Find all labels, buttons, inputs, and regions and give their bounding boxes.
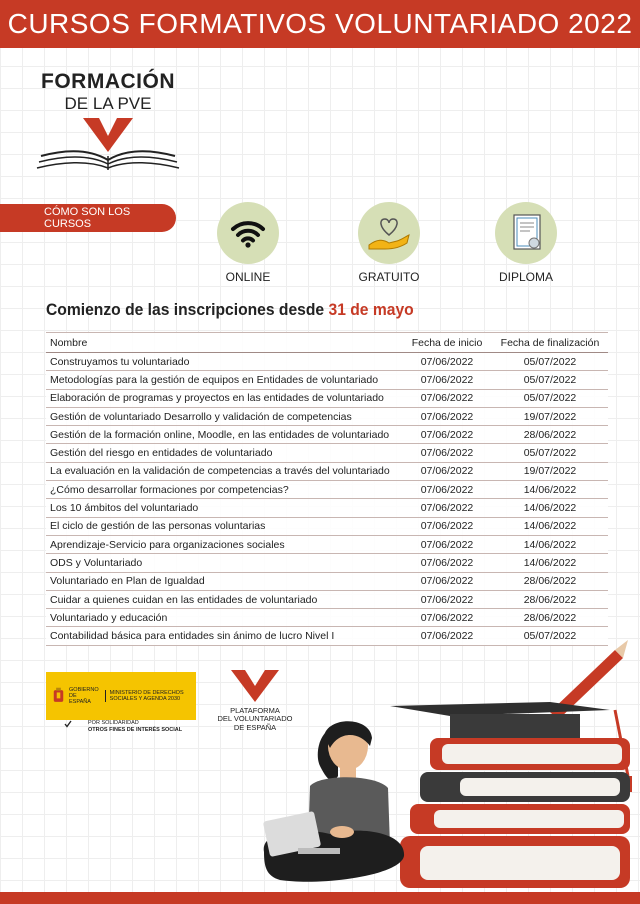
solidarity-line1: POR SOLIDARIDAD: [88, 720, 139, 726]
table-row: [46, 353, 608, 371]
table-row: [46, 499, 608, 517]
start-date: 07/06/2022: [402, 627, 492, 645]
page-title: CURSOS FORMATIVOS VOLUNTARIADO 2022: [7, 8, 633, 39]
table-row: [46, 590, 608, 608]
solidarity-text: [88, 720, 182, 733]
table-row: [46, 535, 608, 553]
header-name: Nombre: [46, 333, 402, 353]
course-name: ODS y Voluntariado: [46, 554, 402, 572]
course-name: Construyamos tu voluntariado: [46, 353, 402, 371]
wifi-icon: [217, 202, 279, 264]
end-date: 05/07/2022: [492, 353, 608, 371]
person-icon: [263, 721, 404, 881]
course-name: Voluntariado en Plan de Igualdad: [46, 572, 402, 590]
table-row: [46, 572, 608, 590]
open-book-icon: [33, 116, 183, 176]
table-row: [46, 462, 608, 480]
start-date: 07/06/2022: [402, 481, 492, 499]
course-name: La evaluación en la validación de competencias a través del voluntariado: [46, 462, 402, 480]
certificate-icon: [495, 202, 557, 264]
course-name: Gestión de voluntariado Desarrollo y validación de competencias: [46, 407, 402, 425]
header-start-date: Fecha de inicio: [402, 333, 492, 353]
table-header-row: [46, 333, 608, 353]
ministry-line: MINISTERIO DE DERECHOS SOCIALES Y AGENDA 2030: [105, 690, 196, 702]
end-date: 05/07/2022: [492, 371, 608, 389]
feature-label: ONLINE: [225, 270, 271, 284]
start-date: 07/06/2022: [402, 590, 492, 608]
start-date: 07/06/2022: [402, 426, 492, 444]
table-row: [46, 609, 608, 627]
start-date: 07/06/2022: [402, 517, 492, 535]
gov-line: GOBIERNO DE ESPAÑA: [69, 686, 99, 706]
government-logo: [46, 672, 196, 720]
end-date: 14/06/2022: [492, 554, 608, 572]
registration-subtitle: [46, 300, 414, 320]
logo-line1: FORMACIÓN: [41, 70, 175, 93]
table-row: [46, 517, 608, 535]
course-name: Gestión del riesgo en entidades de voluntariado: [46, 444, 402, 462]
student-illustration: [220, 636, 640, 892]
start-date: 07/06/2022: [402, 371, 492, 389]
subtitle-text: Comienzo de las inscripciones desde: [46, 300, 325, 319]
end-date: 19/07/2022: [492, 407, 608, 425]
table-row: [46, 481, 608, 499]
subtitle-date: 31 de mayo: [328, 300, 414, 319]
feature-free: [339, 202, 439, 284]
course-name: Los 10 ámbitos del voluntariado: [46, 499, 402, 517]
start-date: 07/06/2022: [402, 609, 492, 627]
end-date: 14/06/2022: [492, 481, 608, 499]
check-icon: [64, 720, 72, 728]
end-date: 14/06/2022: [492, 535, 608, 553]
table-row: [46, 426, 608, 444]
start-date: 07/06/2022: [402, 444, 492, 462]
course-name: Elaboración de programas y proyectos en las entidades de voluntariado: [46, 389, 402, 407]
feature-online: [198, 202, 298, 284]
formacion-pve-logo: [28, 70, 188, 176]
coat-of-arms-icon: [52, 680, 65, 712]
course-name: El ciclo de gestión de las personas voluntarias: [46, 517, 402, 535]
section-pill-label: CÓMO SON LOS CURSOS: [44, 206, 131, 230]
end-date: 05/07/2022: [492, 444, 608, 462]
heart-hand-icon: [358, 202, 420, 264]
pve-line1: PLATAFORMA: [230, 705, 280, 715]
books-stack-icon: [400, 738, 630, 888]
course-name: Aprendizaje-Servicio para organizaciones sociales: [46, 535, 402, 553]
course-name: Metodologías para la gestión de equipos en Entidades de voluntariado: [46, 371, 402, 389]
table-row: [46, 554, 608, 572]
end-date: 28/06/2022: [492, 572, 608, 590]
end-date: 28/06/2022: [492, 609, 608, 627]
start-date: 07/06/2022: [402, 389, 492, 407]
course-name: Contabilidad básica para entidades sin ánimo de lucro Nivel I: [46, 627, 402, 645]
course-name: ¿Cómo desarrollar formaciones por competencias?: [46, 481, 402, 499]
section-pill: [0, 204, 176, 232]
end-date: 05/07/2022: [492, 627, 608, 645]
feature-diploma: [476, 202, 576, 284]
course-name: Gestión de la formación online, Moodle, en las entidades de voluntariado: [46, 426, 402, 444]
end-date: 05/07/2022: [492, 389, 608, 407]
start-date: 07/06/2022: [402, 462, 492, 480]
table-row: [46, 444, 608, 462]
start-date: 07/06/2022: [402, 554, 492, 572]
start-date: 07/06/2022: [402, 572, 492, 590]
start-date: 07/06/2022: [402, 407, 492, 425]
feature-label: GRATUITO: [358, 270, 420, 284]
table-row: [46, 407, 608, 425]
end-date: 28/06/2022: [492, 426, 608, 444]
table-row: [46, 389, 608, 407]
feature-label: DIPLOMA: [498, 270, 553, 284]
header-end-date: Fecha de finalización: [492, 333, 608, 353]
page-footer-bar: [0, 892, 640, 904]
start-date: 07/06/2022: [402, 535, 492, 553]
end-date: 14/06/2022: [492, 499, 608, 517]
logo-line2: DE LA PVE: [64, 94, 152, 113]
end-date: 14/06/2022: [492, 517, 608, 535]
course-name: Voluntariado y educación: [46, 609, 402, 627]
page-header: [0, 0, 640, 48]
start-date: 07/06/2022: [402, 353, 492, 371]
end-date: 19/07/2022: [492, 462, 608, 480]
end-date: 28/06/2022: [492, 590, 608, 608]
courses-table: [46, 332, 608, 646]
table-row: [46, 371, 608, 389]
course-name: Cuidar a quienes cuidan en las entidades de voluntariado: [46, 590, 402, 608]
solidarity-line2: OTROS FINES DE INTERÉS SOCIAL: [88, 726, 183, 733]
pve-line3: DE ESPAÑA: [233, 722, 277, 732]
start-date: 07/06/2022: [402, 499, 492, 517]
pve-line2: DEL VOLUNTARIADO: [217, 714, 293, 724]
